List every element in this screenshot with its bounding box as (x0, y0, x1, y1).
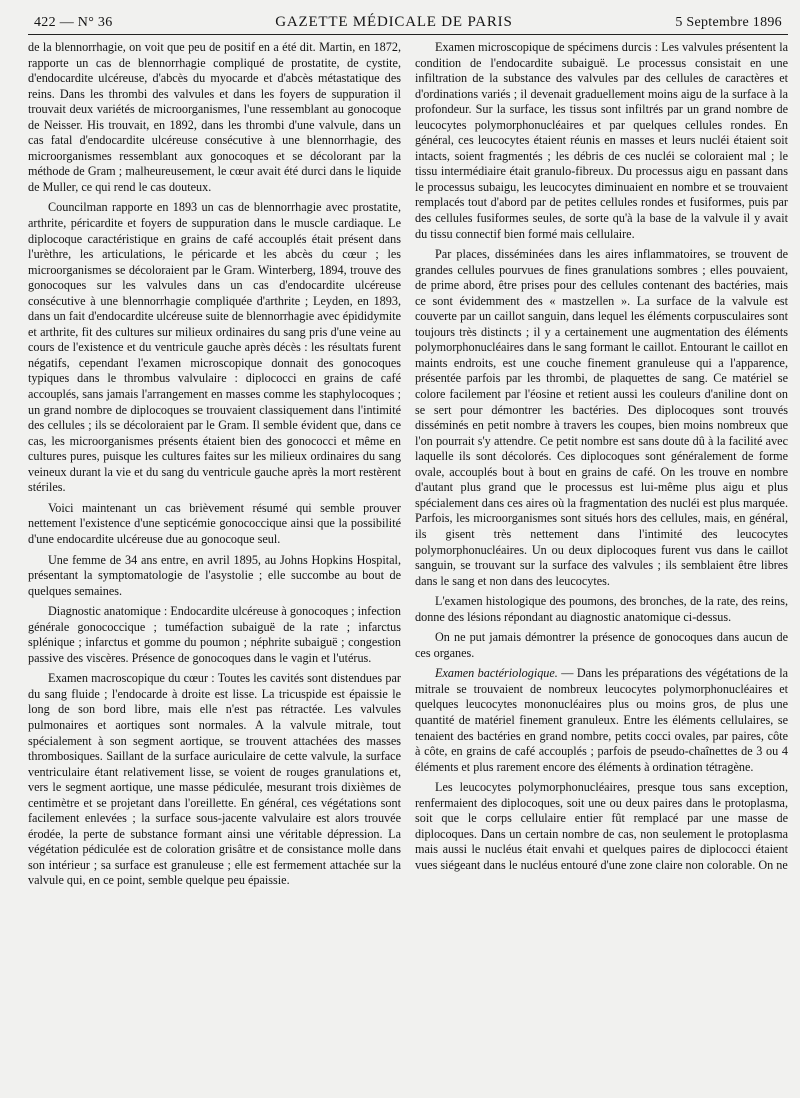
paragraph-text: Examen microscopique de spécimens durcis : Les valvules présentent la condition de l'endocardite subaiguë. Le processus consistait en une infiltration de la substance des valvules par des cellules de caractères et d'ordinations variés ; il devenait graduellement moins aigu de la surface à la profondeur. Sur la surface, les tissus sont infiltrés par un grand nombre de leucocytes polymorphonucléaires et par quelques cellules rondes. En général, ces leucocytes étaient réunis en masses et leurs nucléi étaient soit intacts, soient fragmentés ; les débris de ces nucléi se coloraient mal ; le tissu intermédiaire était granulo-fibreux. Du processus aigu en passant dans le processus subaigu, les leucocytes diminuaient en nombre et se trouvaient remplacés tout d'abord par de petites cellules rondes et fusiformes, puis par des cellules fusiformes seules, de sorte qu'à la base de la valvule il y avait du tissu connectif bien formé mais cellulaire. (415, 40, 788, 241)
paragraph (28, 604, 401, 666)
paragraph-text: Les leucocytes polymorphonucléaires, presque tous sans exception, renfermaient des diplocoques, soit une ou deux paires dans le protoplasma, soit que le corps cellulaire entier fût remplacé par une masse de diplocoques. Dans un certain nombre de cas, non seulement le protoplasma mais aussi le nucléus était envahi et quelques paires de diplococci étaient vues siégeant dans le nucléus entouré d'une zone claire non colorable. On ne (415, 780, 788, 872)
left-column (28, 40, 401, 894)
text-columns (28, 40, 788, 894)
paragraph-text: L'examen histologique des poumons, des bronches, de la rate, des reins, donne des lésions répondant au diagnostic anatomique ci-dessus. (415, 594, 788, 624)
paragraph-text: — Dans les préparations des végétations de la mitrale se trouvaient de nombreux leucocytes polymorphonucléaires et quelques leucocytes mononucléaires plus ou moins gros, de plus une quantité de matériel finement granuleux. Entre les éléments cellulaires, se tenaient des bactéries en grand nombre, petits cocci ovales, par paires, côte à côte, en grains de café accouplés ; parfois de pseudo-chaînettes de 3 ou 4 éléments et plus rarement encore des éléments à ordination tétragène. (415, 666, 788, 774)
page-header (28, 14, 788, 35)
paragraph-text: Par places, disséminées dans les aires inflammatoires, se trouvent de grandes cellules pourvues de fines granulations sombres ; elles pouvaient, de prime abord, être prises pour des cellules contenant des bactéries, mais ce sont évidemment des « mastzellen ». La surface de la valvule est couverte par un caillot sanguin, dans lequel les éléments corpusculaires sont toujours très distincts ; il y a certainement une augmentation des éléments polymorphonucléaires dans le sang formant le caillot. Entourant le caillot en maints endroits, est une couche finement granuleuse qui a l'apparence, présentée parfois par les thrombi, de plaquettes de sang. Ce matériel se colore facilement par l'éosine et retient aussi les couleurs d'aniline dont on se sert pour démontrer les bactéries. Des diplocoques sont trouvés disséminés en petit nombre à travers les coupes, bien moins nombreux que l'on pourrait s'y attendre. Ce petit nombre est sans doute dû à la facilité avec laquelle ils sont décolorés. Ces diplocoques sont généralement de forme ovale, accouplés bout à bout en grains de café. On les trouve en nombre d'autant plus grand que le processus est lui-même plus aigu et plus spécialement dans ces aires où la fragmentation des nucléi est plus marquée. Parfois, les microorganismes sont situés hors des cellules, mais, en général, ils gisent très nettement dans l'intimité des leucocytes polymorphonucléaires. Un ou deux diplocoques furent vus dans le caillot sanguin, se trouvant sur la surface des valvules ; ils semblaient être libres dans le sang et non dans des leucocytes. (415, 247, 788, 588)
paragraph-text: de la blennorrhagie, on voit que peu de positif en a été dit. Martin, en 1872, rapporte un cas de blennorrhagie compliqué de prostatite, de cystite, d'endocardite ulcéreuse, d'abcès du myocarde et d'abcès métastatique des reins. Dans les thrombi des valvules et dans les foyers de suppuration il trouvait deux variétés de microorganismes, l'une ressemblant au gonocoque de Neisser. His trouvait, en 1892, dans les thrombi d'une valvule, dans un cas fatal d'endocardite ulcéreuse consécutive à une blennorrhagie, des microorganismes ressemblant aux gonocoques et se décolorant par la méthode de Gram ; malheureusement, le cœur avait été durci dans le liquide de Muller, ce qui rend le cas douteux. (28, 40, 401, 194)
paragraph-text: Une femme de 34 ans entre, en avril 1895, au Johns Hopkins Hospital, présentant la symptomatologie de l'asystolie ; elle succombe au bout de quelques semaines. (28, 552, 401, 598)
issue-date: 5 Septembre 1896 (675, 15, 782, 30)
paragraph-text: Voici maintenant un cas brièvement résumé qui semble prouver nettement l'existence d'une septicémie gonococcique ainsi que la possibilité d'une endocardite ulcéreuse due au gonocoque seul. (28, 500, 401, 546)
page-number: 422 — N° 36 (34, 15, 113, 30)
paragraph (415, 780, 788, 873)
paragraph-text: Examen macroscopique du cœur : Toutes les cavités sont distendues par du sang fluide ; l'endocarde à droite est lisse. La tricuspide est épaissie le long de son bord libre, mais elle n'est pas rétractée. Les valvules pulmonaires et aortiques sont normales. A la valvule mitrale, tout spécialement à son segment aortique, se trouvent attachées des masses thrombosiques. Saillant de la surface auriculaire de cette valvule, la surface ventriculaire étant relativement lisse, se voient de rouges granulations et, vers le segment aortique, une masse pédiculée, mesurant trois dixièmes de centimètre et se projetant dans l'oreillette. En général, ces végétations sont facilement enlevées ; la surface sous-jacente valvulaire est alors trouvée érodée, la perte de substance formant ainsi une véritable dépression. La végétation pédiculée est de coloration grisâtre et de consistance molle dans son intérieur ; sa surface est granuleuse ; elle est fermement attachée sur la valvule qui, en ce point, semble quelque peu épaissie. (28, 671, 401, 888)
paragraph (28, 501, 401, 548)
journal-title: GAZETTE MÉDICALE DE PARIS (275, 14, 513, 30)
right-column (415, 40, 788, 894)
paragraph (28, 553, 401, 600)
paragraph-lead: Examen bactériologique. (435, 666, 558, 681)
paragraph (28, 671, 401, 889)
paragraph (415, 630, 788, 661)
paragraph-text: Councilman rapporte en 1893 un cas de blennorrhagie avec prostatite, arthrite, péricardite et foyers de suppuration dans le muscle cardiaque. Le diplocoque caractéristique en grains de café accouplés était présent dans l'urèthre, les articulations, le péricarde et les abcès du cœur ; les microorganismes se décoloraient par le Gram. Winterberg, 1894, trouve des gonocoques sur les valvules dans un cas d'endocardite ulcéreuse consécutive à une blennorrhagie compliquée d'arthrite ; Leyden, en 1893, dans un fait d'endocardite ulcéreuse suite de blennorrhagie avec épididymite et arthrite, fit des cultures sur milieux ordinaires du sang pris d'une veine au cours de l'existence et du ventricule gauche après décès : les résultats furent négatifs, cependant l'examen microscopique donnait des gonocoques typiques dans le thrombus valvulaire : diplococci en grains de café accouplés, sans jamais l'arrangement en masses comme les staphylocoques ; un grand nombre de diplocoques se trouvaient classiquement dans l'intimité des cellules ; ils se décoloraient par le Gram. Il semble évident que, dans ce cas, les microorganismes présents étaient bien des gonococci et même en cultures pures, puisque les cultures faites sur les milieux ordinaires du sang veineux durant la vie et du sang du ventricule gauche après la mort restèrent stériles. (28, 200, 401, 495)
paragraph (415, 666, 788, 775)
paragraph (415, 247, 788, 589)
paragraph-text: Diagnostic anatomique : Endocardite ulcéreuse à gonocoques ; infection générale gonococcique ; tuméfaction subaiguë de la rate ; infarctus splénique ; infarctus et gomme du poumon ; néphrite subaiguë ; congestion passive des viscères. Présence de gonocoques dans le vagin et l'utérus. (28, 604, 401, 665)
paragraph (28, 200, 401, 495)
paragraph (415, 594, 788, 625)
paragraph (415, 40, 788, 242)
paragraph (28, 40, 401, 195)
paragraph-text: On ne put jamais démontrer la présence de gonocoques dans aucun de ces organes. (415, 630, 788, 660)
